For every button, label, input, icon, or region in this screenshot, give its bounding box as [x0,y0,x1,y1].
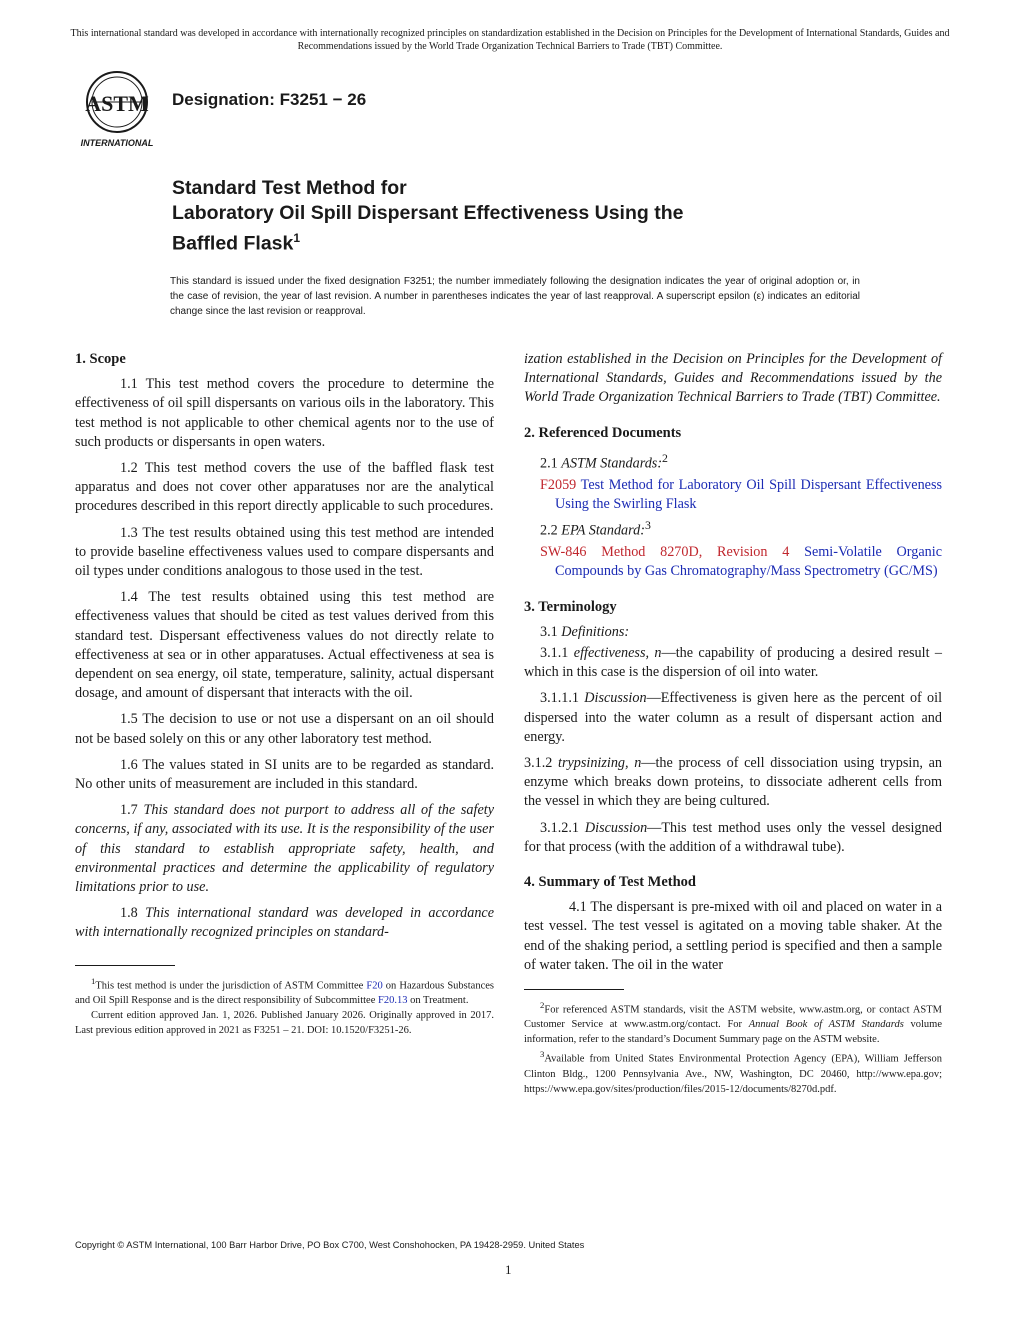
title-line-3: Baffled Flask [172,232,294,255]
def-trypsinizing: 3.1.2 trypsinizing, n—the process of cell dissociation using trypsin, an enzyme which breaks down proteins, to dissociate adherent cells from the vessel in which they are being cultured. [524,754,942,810]
logo-international: INTERNATIONAL [80,138,154,148]
scope-heading: 1. Scope [75,351,126,367]
para-1-8: 1.8 This international standard was developed in accordance with internationally recognized principles on standard- [75,905,495,941]
para-1-5: 1.5 The decision to use or not use a dispersant on an oil should not be based solely on this or any other laboratory test method. [75,711,494,747]
para-1-3: 1.3 The test results obtained using this test method are intended to provide baseline effectiveness values used to compare dispersants and oil types under conditions analogous to those used in the test. [75,524,494,580]
designation: Designation: F3251 − 26 [172,90,367,109]
footnote-1: $^1$This test method is under the jurisdiction of ASTM Committee F20 on Hazardous Substances and Oil Spill Response and is the direct responsibility of Subcommittee F20.13 on Treatment. Current edition approved Jan. 1, 2026. Published January 2026. Originally approved in 2017. Last previous edition approved in 2021 as F3251 – 21. DOI: 10.1520/F3251-26. [75,975,495,1037]
title-line-1: Standard Test Method for [172,177,407,199]
section-2-2: 2.2 EPA Standard:$^3$ [540,518,651,539]
f20-link[interactable]: F20 [366,980,383,992]
footnote-rule [75,965,175,966]
page-number: 1 [505,1262,512,1277]
title-footnote-mark: 1 [293,231,301,245]
summary-heading: 4. Summary of Test Method [524,873,696,890]
ref-f2059 [524,476,942,514]
f2059-title-link[interactable]: Test Method for Laboratory Oil Spill Dispersant Effectiveness Using the Swirling Flask [555,476,943,512]
footnote-rule-right [524,989,624,990]
left-column [75,350,494,1038]
footnote-3: $^3$Available from United States Environmental Protection Agency (EPA), William Jefferson Clinton Bldg., 1200 Pennsylvania Ave., NW, Washington, DC 20460, http://www.epa.gov; https://www.epa.gov/sites/production/files/2015-12/documents/8270d.pdf. [524,1049,942,1095]
discussion-trypsinizing: 3.1.2.1 Discussion—This test method uses only the vessel designed for that process (with the addition of a withdrawal tube). [524,819,943,855]
terminology-heading: 3. Terminology [524,598,617,615]
para-1-7: 1.7 This standard does not purport to address all of the safety concerns, if any, associated with its use. It is the responsibility of the user of this standard to establish appropriate safety, health, and environmental practices and determine the applicability of regulatory limitations prior to use. [75,802,494,896]
para-1-8-continued: ization established in the Decision on Principles for the Development of International Standards, Guides and Recommendations issued by the World Trade Organization Technical Barriers to Trade (TBT) Committee. [524,351,942,406]
right-column [524,350,942,1097]
def-effectiveness: 3.1.1 effectiveness, n—the capability of producing a desired result – which in this case is the dispersion of oil into water. [524,644,943,681]
f2059-link[interactable]: F2059 [540,476,577,493]
ref-sw846 [524,543,942,581]
referenced-documents-heading: 2. Referenced Documents [524,424,682,441]
para-1-6: 1.6 The values stated in SI units are to be regarded as standard. No other units of measurement are included in this standard. [75,756,494,793]
f2013-link[interactable]: F20.13 [378,995,408,1007]
discussion-effectiveness: 3.1.1.1 Discussion—Effectiveness is given here as the percent of oil dispersed into the water column as a result of dispersant action and energy. [524,690,943,745]
footnotes-right [524,998,942,1097]
document-title [172,176,872,257]
para-1-1: 1.1 This test method covers the procedure to determine the effectiveness of oil spill dispersants on various oils in the laboratory. This test method is not applicable to other chemical agents nor to the use of such products or dispersants in open waters. [75,376,494,450]
para-1-2: 1.2 This test method covers the use of the baffled flask test apparatus and does not cover other apparatuses nor are the analytical procedures described in this report directly applicable to such procedures. [75,460,494,515]
copyright-footer: Copyright © ASTM International, 100 Barr Harbor Drive, PO Box C700, West Conshohocken, PA 19428-2959. United States [75,1240,585,1250]
para-4-1: 4.1 The dispersant is pre-mixed with oil and placed on water in a test vessel. The test vessel is agitated on a moving table shaker. At the end of the shaking period, a settling period is specified and then a sample of water taken. The oil in the water [524,899,942,973]
sw846-link[interactable]: SW-846 Method 8270D, Revision 4 [540,544,790,561]
section-3-1: 3.1 Definitions: [540,623,630,640]
section-2-1: 2.1 ASTM Standards:$^2$ [540,450,668,472]
footnote-2: $^2$For referenced ASTM standards, visit the ASTM website, www.astm.org, or contact ASTM Customer Service at www.astm.org/contact. For Annual Book of ASTM Standards volume information, refer to the standard’s Document Summary page on the ASTM website. [524,999,942,1046]
wto-notice: This international standard was developed in accordance with internationally recognized principles on standardization established in the Decision on Principles for the Development of International Standards, Guides and Recommendations issued by the World Trade Organization Technical Barriers to Trade (TBT) Committee. [70,28,950,52]
issued-note: This standard is issued under the fixed designation F3251; the number immediately following the designation indicates the year of original adoption or, in the case of revision, the year of last revision. A number in parentheses indicates the year of last reapproval. A superscript epsilon (ε) indicates an editorial change since the last revision or reapproval. [170,276,860,317]
title-line-2: Laboratory Oil Spill Dispersant Effectiveness Using the [172,202,684,224]
sw846-title-link[interactable]: Semi-Volatile Organic Compounds by Gas Chromatography/Mass Spectrometry (GC/MS) [555,544,942,580]
logo-letters: ASTM [85,91,149,116]
astm-logo [72,70,162,150]
para-1-4: 1.4 The test results obtained using this test method are effectiveness values that should be cited as test values derived from this standard test. Dispersant effectiveness values do not directly relate to effectiveness at sea or in other apparatuses. Actual effectiveness at sea is dependent on sea energy, oil state, temperature, salinity, actual dispersant dosage, and amount of dispersant that interacts with the oil. [75,589,494,702]
